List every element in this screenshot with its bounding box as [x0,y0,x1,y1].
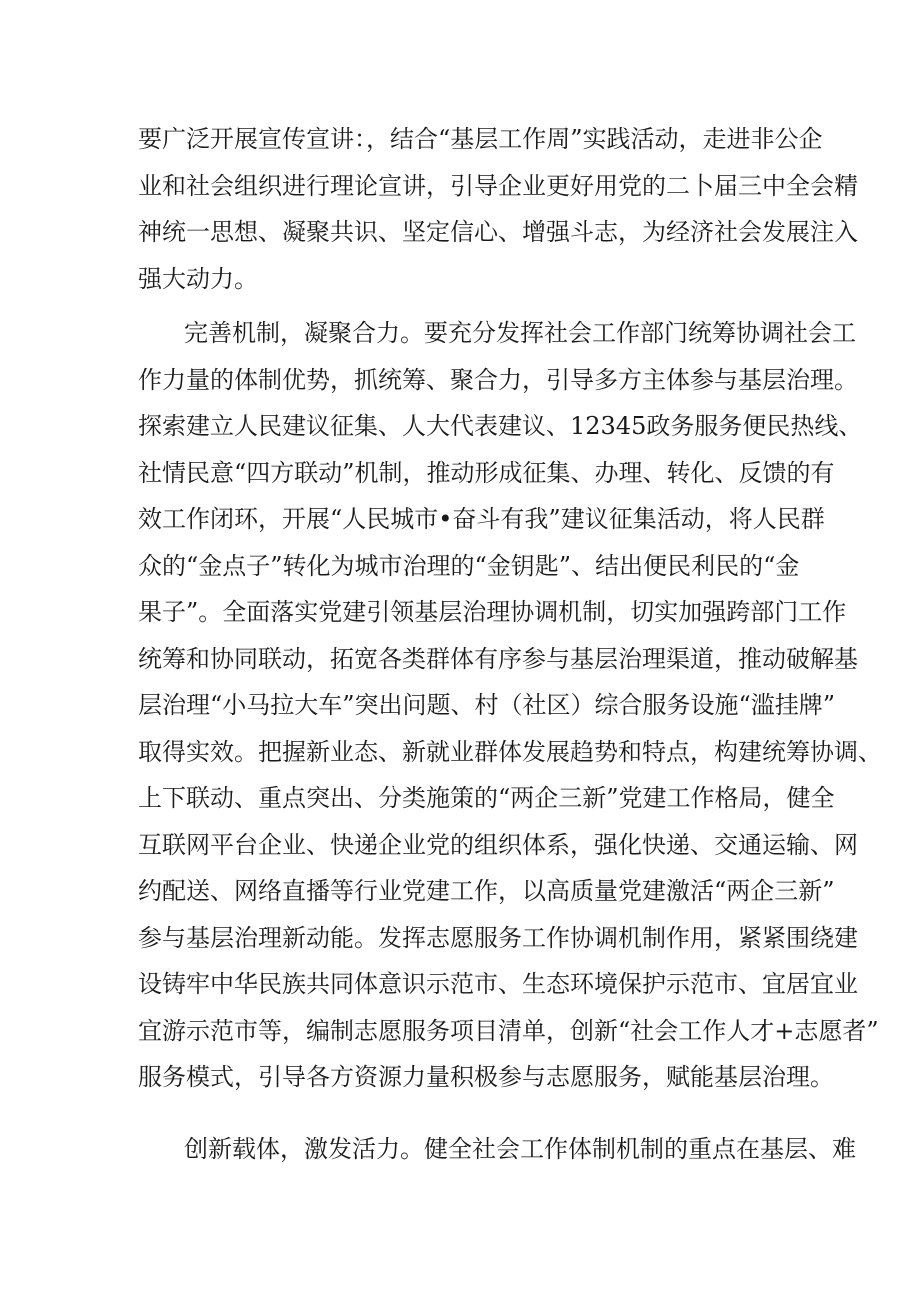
text-line: 社情民意“四方联动”机制，推动形成征集、办理、转化、反馈的有 [138,458,835,487]
text-line: 要广泛开展宣传宣讲：，结合“基层工作周”实践活动，走进非公企 [138,125,823,153]
text-line: 宜游示范市等，编制志愿服务项目清单，创新“社会工作人才+志愿者” [138,1016,879,1045]
text-line: 创新载体，激发活力。健全社会工作体制机制的重点在基层、难 [184,1135,856,1163]
text-line: 完善机制，凝聚合力。要充分发挥社会工作部门统筹协调社会工 [184,319,856,347]
text-line: 强大动力。 [138,264,258,293]
text-line: 取得实效。把握新业态、新就业群体发展趋势和特点，构建统筹协调、 [138,737,882,766]
paragraph-2 [138,310,882,1101]
paragraph-1 [138,116,858,302]
text-line: 探索建立人民建议征集、人大代表建议、12345政务服务便民热线、 [138,412,863,440]
text-line: 互联网平台企业、快递企业党的组织体系，强化快递、交通运输、网 [138,830,858,859]
text-line: 参与基层治理新动能。发挥志愿服务工作协调机制作用，紧紧围绕建 [138,923,858,952]
text-line: 层治理“小马拉大车”突出问题、村（社区）综合服务设施“滥挂牌” [138,691,836,719]
text-line: 效工作闭环，开展“人民城市•奋斗有我”建议征集活动，将人民群 [138,505,825,533]
text-line: 上下联动、重点突出、分类施策的“两企三新”党建工作格局，健全 [138,784,835,812]
text-line: 服务模式，引导各方资源力量积极参与志愿服务，赋能基层治理。 [138,1063,834,1091]
text-line: 设铸牢中华民族共同体意识示范市、生态环境保护示范市、宜居宜业 [138,970,858,998]
paragraph-3 [138,1126,856,1173]
text-line: 神统一思想、凝聚共识、坚定信心、增强斗志，为经济社会发展注入 [138,218,858,246]
text-line: 果子”。全面落实党建引领基层治理协调机制，切实加强跨部门工作 [138,598,847,626]
text-line: 业和社会组织进行理论宣讲，引导企业更好用党的二卜届三中全会精 [138,171,858,200]
text-line: 统筹和协同联动，拓宽各类群体有序参与基层治理渠道，推动破解基 [138,644,858,673]
text-line: 众的“金点子”转化为城市治理的“金钥匙”、结出便民利民的“金 [138,551,800,580]
text-line: 约配送、网络直播等行业党建工作，以高质量党建激活“两企三新” [138,877,835,905]
text-line: 作力量的体制优势，抓统筹、聚合力，引导多方主体参与基层治理。 [138,365,858,394]
